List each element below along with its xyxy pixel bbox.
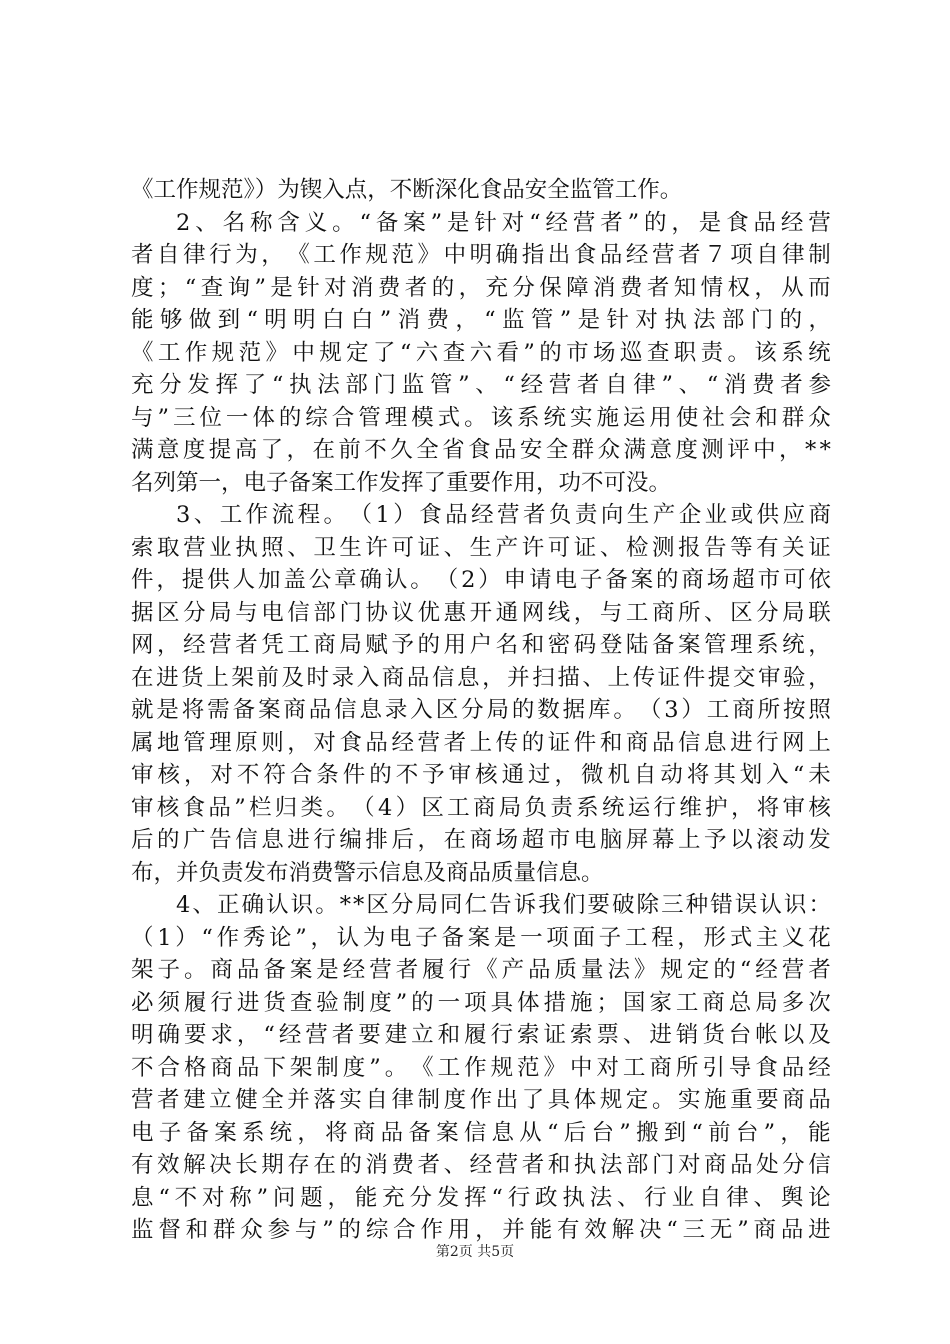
text-line: 后 的 广 告 信 息 进 行 编 排 后 ， 在 商 场 超 市 电 脑 屏 幕 上 予 以 滚 动 发 [131, 827, 831, 853]
text-line: 满 意 度 提 高 了 ， 在 前 不 久 全 省 食 品 安 全 群 众 满 意 度 测 评 中 ， * * [131, 437, 831, 463]
text-line: 就 是 将 需 备 案 商 品 信 息 录 入 区 分 局 的 数 据 库 。 （ 3 ） 工 商 所 按 照 [131, 697, 831, 723]
text-line: 必 须 履 行 进 货 查 验 制 度 ” 的 一 项 具 体 措 施 ； 国 家 工 商 总 局 多 次 [131, 989, 831, 1016]
text-line: 在 进 货 上 架 前 及 时 录 入 商 品 信 息 ， 并 扫 描 、 上 传 证 件 提 交 审 验 ， [131, 664, 831, 691]
text-line: 名列第一，电子备案工作发挥了重要作用，功不可没。 [131, 469, 672, 496]
text-line: 与 ” 三 位 一 体 的 综 合 管 理 模 式 。 该 系 统 实 施 运 用 使 社 会 和 群 众 [131, 404, 831, 431]
text-line: 4 、 正 确 认 识 。 * * 区 分 局 同 仁 告 诉 我 们 要 破 除 三 种 错 误 认 识 ： [176, 892, 831, 918]
text-line: 充 分 发 挥 了 “ 执 法 部 门 监 管 ” 、 “ 经 营 者 自 律 ” 、 “ 消 费 者 参 [131, 372, 831, 398]
text-line: 架 子 。 商 品 备 案 是 经 营 者 履 行 《 产 品 质 量 法 》 规 定 的 “ 经 营 者 [131, 957, 831, 983]
document-body [131, 174, 831, 1247]
text-line: 属 地 管 理 原 则 ， 对 食 品 经 营 者 上 传 的 证 件 和 商 品 信 息 进 行 网 上 [131, 729, 831, 756]
text-line: 件 ， 提 供 人 加 盖 公 章 确 认 。 （ 2 ） 申 请 电 子 备 案 的 商 场 超 市 可 依 [131, 567, 831, 593]
text-line: 2 、 名 称 含 义 。 “ 备 案 ” 是 针 对 “ 经 营 者 ” 的 ， 是 食 品 经 营 [176, 209, 831, 236]
text-line: 明 确 要 求 ， “ 经 营 者 要 建 立 和 履 行 索 证 索 票 、 进 销 货 台 帐 以 及 [131, 1022, 831, 1048]
text-line: 据 区 分 局 与 电 信 部 门 协 议 优 惠 开 通 网 线 ， 与 工 商 所 、 区 分 局 联 [131, 599, 831, 626]
text-line: 度 ； “ 查 询 ” 是 针 对 消 费 者 的 ， 充 分 保 障 消 费 者 知 情 权 ， 从 而 [131, 274, 831, 301]
text-line: 营 者 建 立 健 全 并 落 实 自 律 制 度 作 出 了 具 体 规 定 。 实 施 重 要 商 品 [131, 1087, 831, 1113]
text-line: 《工作规范》）为锲入点，不断深化食品安全监管工作。 [131, 177, 683, 203]
text-line: 布，并负责发布消费警示信息及商品质量信息。 [131, 859, 604, 886]
text-line: 网 ， 经 营 者 凭 工 商 局 赋 予 的 用 户 名 和 密 码 登 陆 备 案 管 理 系 统 ， [131, 632, 831, 658]
text-line: 审 核 ， 对 不 符 合 条 件 的 不 予 审 核 通 过 ， 微 机 自 动 将 其 划 入 “ 未 [131, 762, 831, 788]
text-line: 电 子 备 案 系 统 ， 将 商 品 备 案 信 息 从 “ 后 台 ” 搬 到 “ 前 台 ” ， 能 [131, 1119, 831, 1146]
text-line: 者 自 律 行 为 ， 《 工 作 规 范 》 中 明 确 指 出 食 品 经 营 者 ７ 项 自 律 制 [131, 242, 831, 268]
text-line: 《 工 作 规 范 》 中 规 定 了 “ 六 查 六 看 ” 的 市 场 巡 查 职 责 。 该 系 统 [131, 339, 831, 366]
text-line: 能 够 做 到 “ 明 明 白 白 ” 消 费 ， “ 监 管 ” 是 针 对 执 法 部 门 的 ， [131, 307, 831, 333]
text-line: 3 、 工 作 流 程 。 （ 1 ） 食 品 经 营 者 负 责 向 生 产 企 业 或 供 应 商 [176, 502, 831, 528]
text-line: 审 核 食 品 ” 栏 归 类 。 （ 4 ） 区 工 商 局 负 责 系 统 运 行 维 护 ， 将 审 核 [131, 794, 831, 821]
text-line: 不 合 格 商 品 下 架 制 度 ” 。 《 工 作 规 范 》 中 对 工 商 所 引 导 食 品 经 [131, 1054, 831, 1081]
text-line: （ 1 ） “ 作 秀 论 ” ， 认 为 电 子 备 案 是 一 项 面 子 工 程 ， 形 式 主 义 花 [131, 924, 831, 951]
page-footer: 第2页 共5页 [435, 1244, 515, 1260]
text-line: 有 效 解 决 长 期 存 在 的 消 费 者 、 经 营 者 和 执 法 部 门 对 商 品 处 分 信 [131, 1152, 831, 1178]
text-line: 索 取 营 业 执 照 、 卫 生 许 可 证 、 生 产 许 可 证 、 检 测 报 告 等 有 关 证 [131, 534, 831, 561]
text-line: 息 “ 不 对 称 ” 问 题 ， 能 充 分 发 挥 “ 行 政 执 法 、 行 业 自 律 、 舆 论 [131, 1184, 831, 1211]
text-line: 监 督 和 群 众 参 与 ” 的 综 合 作 用 ， 并 能 有 效 解 决 “ 三 无 ” 商 品 进 [131, 1217, 831, 1243]
